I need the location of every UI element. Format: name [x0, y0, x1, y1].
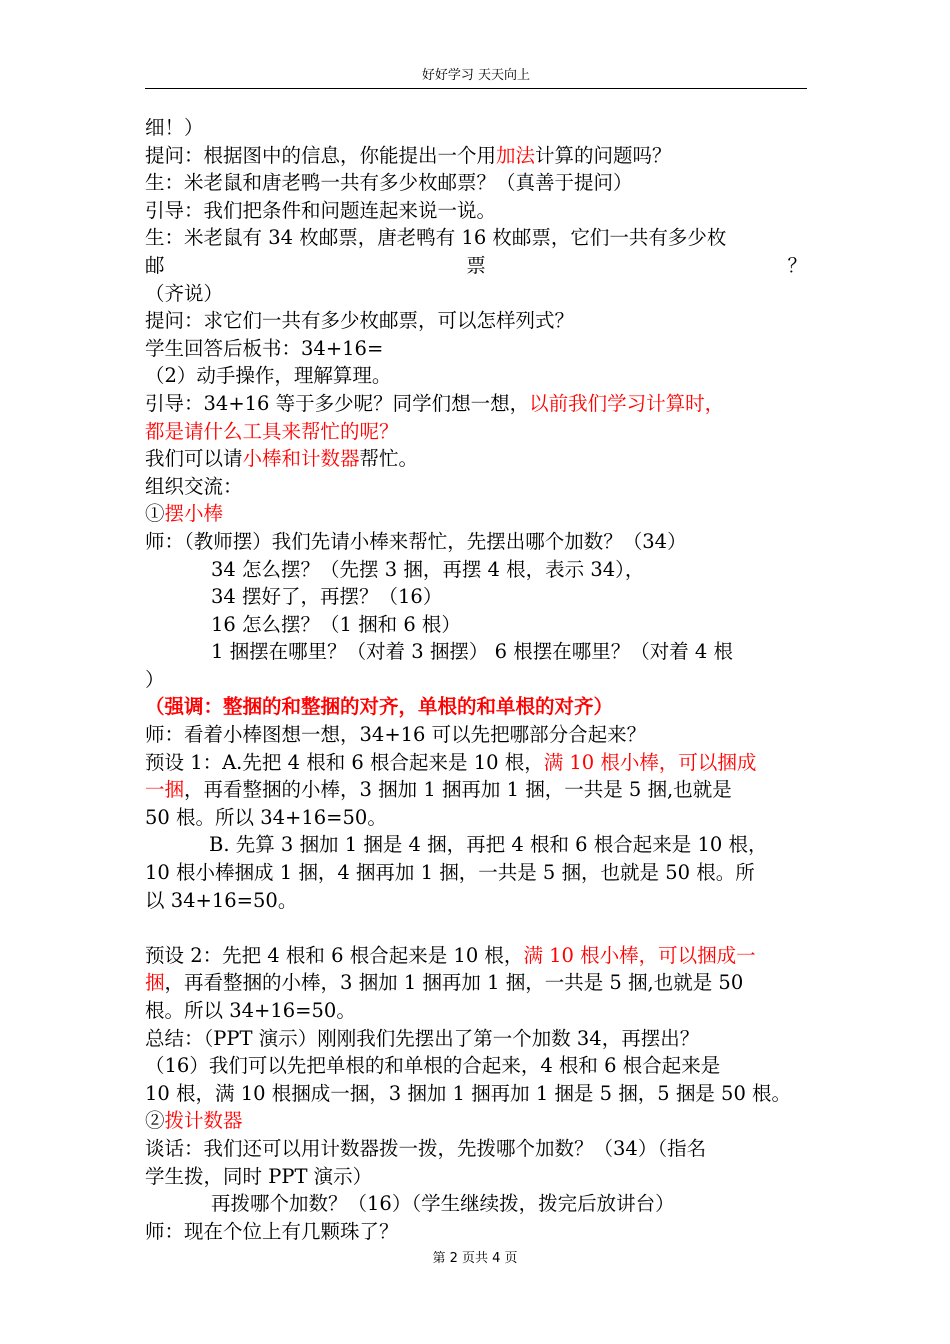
text-line: 师：现在个位上有几颗珠了？	[145, 1219, 399, 1243]
emphasis-line: （强调：整捆的和整捆的对齐，单根的和单根的对齐）	[145, 695, 614, 719]
text-line: 细！）	[145, 116, 204, 139]
document-body	[145, 114, 807, 1245]
text-line: （16）我们可以先把单根的和单根的合起来，4 根和 6 根合起来是	[145, 1054, 721, 1078]
page-header: 好好学习 天天向上	[145, 66, 807, 89]
text-line: 谈话：我们还可以用计数器拨一拨，先拨哪个加数？（34）（指名	[145, 1136, 707, 1160]
text-line: 引导：我们把条件和问题连起来说一说。	[145, 198, 497, 222]
text-line: 我们可以请小棒和计数器帮忙。	[145, 447, 419, 471]
text-line: 50 根。所以 34+16=50。	[145, 805, 387, 829]
text-line: 提问：根据图中的信息，你能提出一个用加法计算的问题吗？	[145, 143, 672, 167]
text-line: 预设 1：A.先把 4 根和 6 根合起来是 10 根，满 10 根小棒，可以捆成	[145, 750, 757, 774]
text-line: 生：米老鼠和唐老鸭一共有多少枚邮票？（真善于提问）	[145, 171, 633, 195]
highlight-text: 一捆	[145, 778, 185, 802]
text-line: 生：米老鼠有 34 枚邮票，唐老鸭有 16 枚邮票，它们一共有多少枚	[145, 226, 727, 250]
text-line: 邮 票 ？	[145, 253, 807, 277]
text-line: 10 根小棒捆成 1 捆，4 捆再加 1 捆，一共是 5 捆，也就是 50 根。所	[145, 861, 755, 885]
highlight-text: 小棒和计数器	[242, 447, 360, 471]
text-line: ）	[145, 667, 165, 691]
highlight-text: 捆	[145, 971, 165, 995]
text-line: 引导：34+16 等于多少呢？同学们想一想，以前我们学习计算时，	[145, 391, 725, 415]
highlight-text: 满 10 根小棒，可以捆成一	[523, 943, 756, 967]
highlight-text: 以前我们学习计算时，	[529, 391, 725, 415]
highlight-text: 加法	[496, 143, 536, 167]
subsection-heading: ②拨计数器	[145, 1109, 243, 1133]
text-line: 学生回答后板书：34+16=	[145, 336, 384, 360]
subsection-heading: ①摆小棒	[145, 502, 224, 526]
blank-line	[145, 914, 807, 942]
text-line: 以 34+16=50。	[145, 888, 298, 912]
text-line: 34 摆好了，再摆？（16）	[211, 585, 443, 609]
highlight-text: 满 10 根小棒，可以捆成	[543, 750, 757, 774]
text-line: 一捆，再看整捆的小棒，3 捆加 1 捆再加 1 捆，一共是 5 捆,也就是	[145, 778, 732, 802]
text-line: 再拨哪个加数？（16）（学生继续拨，拨完后放讲台）	[211, 1192, 675, 1216]
page-footer: 第 2 页共 4 页	[432, 1251, 518, 1266]
text-line: 根。所以 34+16=50。	[145, 999, 356, 1022]
text-line: 师：（教师摆）我们先请小棒来帮忙，先摆出哪个加数？（34）	[145, 529, 687, 553]
text-line: 1 捆摆在哪里？（对着 3 捆摆） 6 根摆在哪里？（对着 4 根	[211, 640, 734, 664]
text-line: B. 先算 3 捆加 1 捆是 4 捆，再把 4 根和 6 根合起来是 10 根，	[209, 833, 768, 857]
highlight-text: 摆小棒	[164, 502, 224, 526]
text-line: 10 根，满 10 根捆成一捆，3 捆加 1 捆再加 1 捆是 5 捆，5 捆是 50 根。	[145, 1081, 792, 1105]
text-line: （齐说）	[145, 281, 224, 305]
text-line: 提问：求它们一共有多少枚邮票，可以怎样列式？	[145, 309, 575, 333]
text-line: 学生拨，同时 PPT 演示）	[145, 1164, 373, 1188]
text-line: 34 怎么摆？（先摆 3 捆，再摆 4 根，表示 34），	[211, 557, 645, 581]
text-line: 师：看着小棒图想一想，34+16 可以先把哪部分合起来？	[145, 723, 647, 747]
text-line: 16 怎么摆？（1 捆和 6 根）	[211, 612, 461, 636]
text-line: 捆，再看整捆的小棒，3 捆加 1 捆再加 1 捆，一共是 5 捆,也就是 50	[145, 971, 744, 995]
text-line: 总结：（PPT 演示）刚刚我们先摆出了第一个加数 34，再摆出？	[145, 1026, 700, 1050]
text-line: 预设 2：先把 4 根和 6 根合起来是 10 根，满 10 根小棒，可以捆成一	[145, 943, 756, 967]
text-line: 组织交流：	[145, 474, 243, 498]
section-heading: （2）动手操作，理解算理。	[145, 364, 392, 388]
highlight-text: 拨计数器	[164, 1109, 243, 1133]
highlight-text: 都是请什么工具来帮忙的呢？	[145, 419, 399, 443]
